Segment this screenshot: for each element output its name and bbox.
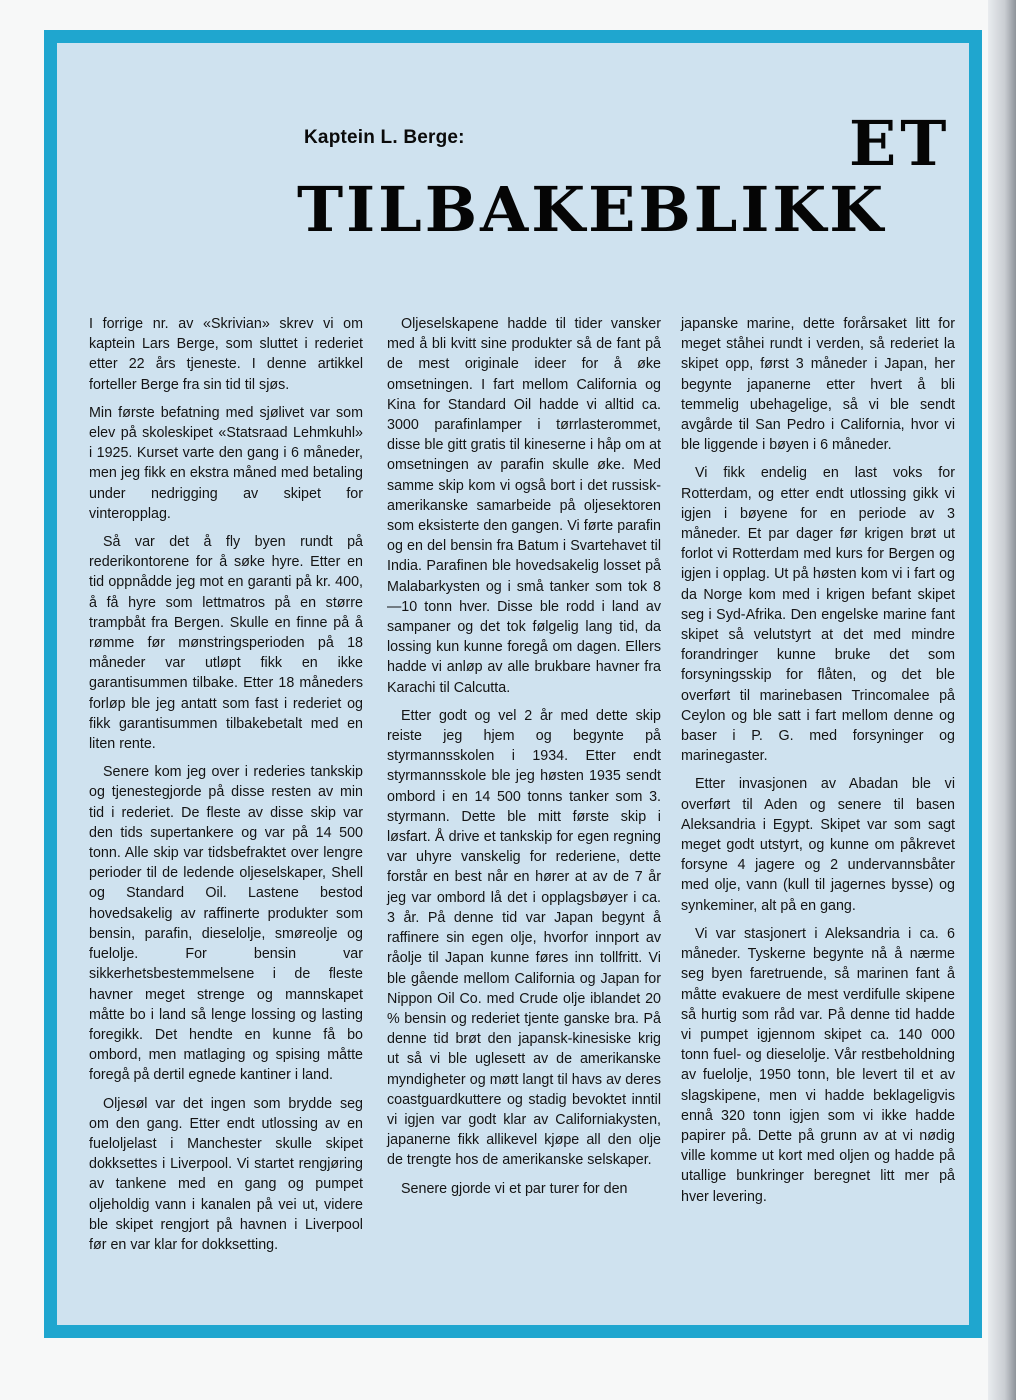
article-title: TILBAKEBLIKK	[297, 173, 887, 246]
article-byline: Kaptein L. Berge:	[304, 127, 465, 148]
paragraph: Oljesøl var det ingen som brydde seg om den gang. Etter endt utlossing av en fueloljelast i Manchester skulle skipet dokksettes i Liverpool. Vi startet rengjøring av tankene med en gang og pumpet oljeholdig vann i kanalen på vei ut, videre ble skipet rengjort på havnen i Liverpool før en var klar for dokksetting.	[89, 1095, 363, 1253]
text-column-3	[681, 314, 955, 1215]
article-frame	[44, 30, 982, 1338]
paragraph: Senere gjorde vi et par turer for den	[401, 1180, 628, 1197]
paragraph: Vi fikk endelig en last voks for Rotterdam, og etter endt utlossing gikk vi igjen i bøyene for en periode av 3 måneder. Et par dager før krigen brøt ut forlot vi Rotterdam med kurs for Bergen og igjen i opplag. Ut på høsten kom vi i fart og da Norge kom med i krigen befant skipet seg i Syd-Afrika. Den engelske marine fant skipet så velutstyrt at det med mindre forandringer kunne bruke det som forsyningsskip for flåten, og det ble overført til marinebasen Trincomalee på Ceylon og ble satt i fart mellom denne og baser i P. G. med forsyninger og marinegaster.	[681, 465, 955, 765]
paragraph: Så var det å fly byen rundt på rederikontorene for å søke hyre. Etter en tid oppnådde jeg mot en garanti på kr. 400, å få hyre som lettmatros på en større trampbåt fra Bergen. Skulle en finne på å rømme før mønstringsperioden på 18 måneder var utløpt fikk en ikke garantisummen tilbake. Etter 18 måneders forløp ble jeg antatt som fast i rederiet og fikk garantisummen tilbakebetalt med en liten rente.	[89, 534, 363, 753]
text-column-1	[89, 314, 363, 1263]
paragraph: Oljeselskapene hadde til tider vansker med å bli kvitt sine produkter så de fant på de mest originale ideer for å øke omsetningen. I fart mellom California og Kina for Standard Oil hadde vi alltid ca. 3000 parafinlamper i tørrlasterommet, disse ble gitt gratis til kineserne i håp om at omsetningen av parafin skulle øke. Med samme skip kom vi også bort i det russisk-amerikanske samarbeide på oljesektoren som eksisterte den gangen. Vi førte parafin og en del bensin fra Batum i Svartehavet til India. Parafinen ble hovedsakelig losset på Malabarkysten og i små tanker som tok 8—10 tonn hver. Disse ble rodd i land av sampaner og det tok følgelig lang tid, da lossing kun kunne foregå om dagen. Ellers hadde vi anløp av alle brukbare havner fra Karachi til Calcutta.	[387, 316, 661, 696]
paragraph: Senere kom jeg over i rederies tankskip og tjenestegjorde på disse resten av min tid i rederiet. De fleste av disse skip var den tids supertankere og var på 14 500 tonn. Alle skip var tidsbefraktet over lengre perioder til de ledende oljeselskaper, Shell og Standard Oil. Lastene bestod hovedsakelig av raffinerte produkter som bensin, parafin, dieselolje, smøreolje og fuelolje. For bensin var sikkerhetsbestemmelsene i de fleste havner meget strenge og mannskapet måtte bo i land så lenge lossing og lasting foregikk. Det hendte en kunne få bo ombord, men matlaging og spising måtte foregå på dertil egnede kantiner i land.	[89, 764, 363, 1084]
paragraph: Etter invasjonen av Abadan ble vi overført til Aden og senere til basen Aleksandria i Egypt. Skipet var som sagt meget godt utstyrt, og kunne om påkrevet forsyne 4 jagere og 2 undervannsbåter med olje, vann (kull til jagernes bysse) og synkeminer, alt på en gang.	[681, 776, 955, 914]
page-edge-shadow	[988, 0, 1016, 1400]
paragraph: Vi var stasjonert i Aleksandria i ca. 6 måneder. Tyskerne begynte nå å nærme seg byen faretruende, så marinen fant å måtte evakuere de mest verdifulle skipene så hurtig som råd var. På denne tid hadde vi pumpet igjennom skipet ca. 140 000 tonn fuel- og dieselolje. Vår restbeholdning av fuelolje, 1950 tonn, ble levert til et av slagskipene, men vi hadde beklageligvis ennå 320 tonn igjen som vi ikke hadde papirer på. Dette på grunn av at vi nødig ville komme ut kort med oljen og hadde på utallige bunkringer beregnet litt mer på hver levering.	[681, 925, 955, 1205]
article-title-top: ET	[849, 107, 951, 180]
text-column-2	[387, 314, 661, 1207]
paragraph: Etter godt og vel 2 år med dette skip reiste jeg hjem og begynte på styrmannsskolen i 1934. Etter endt styrmannsskole ble jeg høsten 1935 sendt ombord i en 14 500 tonns tanker som 3. styrmann. Dette ble mitt første skip i løsfart. Å drive et tankskip for egen regning var uhyre vanskelig for rederiene, dette forstår en best når en hører at av de 7 år jeg var ombord lå det i opplagsbøyer i ca. 3 år. På denne tid var Japan begynt å raffinere sin egen olje, hvorfor innport av råolje til Japan kunne føres inn tollfritt. Vi ble gående mellom California og Japan for Nippon Oil Co. med Crude olje iblandet 20 % bensin og rederiet tjente ganske bra. På denne tid brøt den japansk-kinesiske krig ut så vi ble uglesett av de amerikanske myndigheter og møtt langt til havs av deres coastguardkuttere og stadig bevoktet inntil vi igjen var godt klar av Californiakysten, japanerne fikk allikevel kjøpe all den olje de trengte hos de amerikanske selskaper.	[387, 707, 661, 1169]
paragraph: Min første befatning med sjølivet var som elev på skoleskipet «Statsraad Lehmkuhl» i 1925. Kurset varte den gang i 6 måneder, men jeg fikk en ekstra måned med betaling under nedrigging av skipet for vinteropplag.	[89, 404, 363, 522]
paragraph: japanske marine, dette forårsaket litt for meget ståhei rundt i verden, så rederiet la skipet opp, først 3 måneder i Japan, her begynte japanerne etter hvert å bli temmelig ubehagelige, så vi ble sendt avgårde til San Pedro i California, hvor vi ble liggende i bøyen i 6 måneder.	[681, 316, 955, 454]
paragraph: I forrige nr. av «Skrivian» skrev vi om kaptein Lars Berge, som sluttet i rederiet etter 22 års tjeneste. I denne artikkel forteller Berge fra sin tid til sjøs.	[89, 316, 363, 393]
